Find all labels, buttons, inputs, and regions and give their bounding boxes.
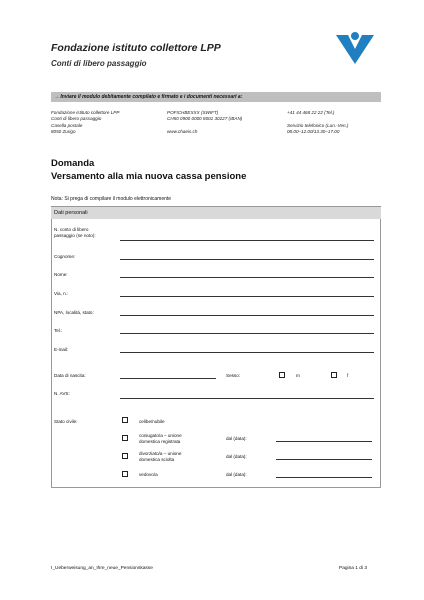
org-title: Fondazione istituto collettore LPP (51, 42, 221, 54)
zip-city-label: NPA, località, stato: (54, 310, 94, 315)
street-label: Via, n.: (54, 291, 69, 296)
page-title: Domanda (51, 158, 95, 169)
widowed-since-label: dal (data): (226, 472, 247, 477)
email-input[interactable] (120, 352, 374, 353)
form-note: Nota: Si prega di compilare il modulo elettronicamente (51, 196, 172, 202)
account-label-line1: N. conto di libero (54, 227, 89, 232)
zip-city-input[interactable] (120, 315, 374, 316)
account-label (54, 227, 96, 239)
divorced-checkbox[interactable] (122, 453, 128, 459)
name-label: Nome: (54, 272, 68, 277)
email-label: E-mail: (54, 347, 69, 352)
website-link[interactable]: www.chaeis.ch (167, 128, 198, 134)
birth-label: Data di nascita: (54, 373, 86, 378)
address-col2 (167, 110, 242, 135)
married-label (139, 433, 182, 445)
footer-filename: I_Ueberweisung_an_Ihre_neue_Pensionskasse (51, 566, 153, 571)
page-subtitle: Versamento alla mia nuova cassa pensione (51, 171, 247, 182)
address-line: 8050 Zurigo (51, 128, 76, 134)
footer-page: Pagina 1 di 3 (339, 566, 368, 571)
avs-input[interactable] (120, 398, 374, 399)
address-col3 (287, 110, 348, 135)
address-line: Conti di libero passaggio (51, 116, 102, 122)
single-checkbox[interactable] (122, 417, 128, 423)
foundation-logo-icon (334, 31, 376, 65)
married-label-line2: domestica registrata (139, 439, 181, 444)
single-label: celibe/nubile (139, 419, 165, 424)
name-input[interactable] (120, 277, 374, 278)
phone-input[interactable] (120, 333, 374, 334)
phone-hours: 08.00–12.00/13.30–17.00 (287, 128, 340, 134)
male-checkbox[interactable] (279, 372, 285, 378)
send-notice: → Inviare il modulo debitamente compilato e firmato e i documenti necessari a: (51, 92, 381, 102)
account-label-line2: passaggio (se noto): (54, 233, 96, 238)
married-since-label: dal (data): (226, 436, 247, 441)
phone-label: Tel.: (54, 328, 63, 333)
married-checkbox[interactable] (122, 435, 128, 441)
widowed-label: vedovo/a (139, 472, 158, 477)
org-subtitle: Conti di libero passaggio (51, 59, 147, 68)
address-line: Fondazione istituto collettore LPP (51, 110, 120, 115)
phone-number: +41 44 468 22 22 (Tel.) (287, 110, 335, 115)
divorced-since-label: dal (data): (226, 454, 247, 459)
widowed-since-input[interactable] (276, 477, 372, 478)
account-input[interactable] (120, 240, 374, 241)
female-checkbox[interactable] (331, 372, 337, 378)
divorced-label (139, 451, 181, 463)
divorced-label-line1: divorziato/a – unione (139, 451, 182, 456)
sex-label: Sesso: (226, 373, 241, 378)
surname-label: Cognome: (54, 254, 76, 259)
female-label: f (347, 373, 349, 378)
married-label-line1: coniugato/a – unione (139, 433, 182, 438)
swift-code: POFICHBEXXX (SWIFT) (167, 110, 219, 115)
address-line: Casella postale (51, 122, 83, 128)
phone-service: Servizio telefonico (Lun.-Ven.) (287, 122, 349, 128)
married-since-input[interactable] (276, 441, 372, 442)
avs-label: N. AVS: (54, 391, 70, 396)
divorced-label-line2: domestica sciolta (139, 457, 175, 462)
section-header: Dati personali (51, 207, 381, 219)
widowed-checkbox[interactable] (122, 471, 128, 477)
birth-input[interactable] (120, 378, 216, 379)
male-label: m (296, 373, 300, 378)
civil-status-label: Stato civile: (54, 419, 78, 424)
street-input[interactable] (120, 296, 374, 297)
iban: CH50 0900 0000 8001 30227 (IBAN) (167, 116, 243, 122)
divorced-since-input[interactable] (276, 459, 372, 460)
surname-input[interactable] (120, 259, 374, 260)
personal-data-form (51, 206, 381, 488)
address-col1 (51, 110, 119, 135)
